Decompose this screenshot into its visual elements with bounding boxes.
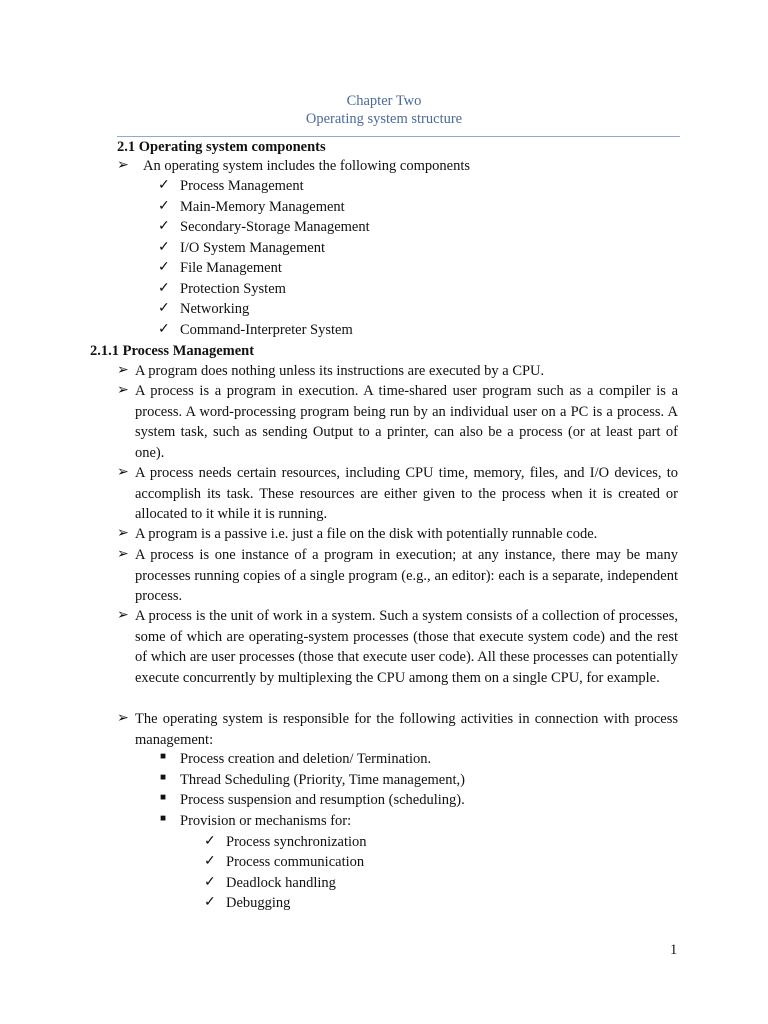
square-bullet-icon: ■ bbox=[160, 751, 167, 762]
component-item: I/O System Management bbox=[180, 240, 325, 256]
section-2-1-title: 2.1 Operating system components bbox=[117, 139, 326, 155]
square-bullet-icon: ■ bbox=[160, 772, 167, 783]
chapter-subtitle: Operating system structure bbox=[305, 111, 463, 127]
process-bullet: The operating system is responsible for the following activities in connection with process management: bbox=[135, 711, 678, 748]
check-bullet-icon: ✓ bbox=[204, 834, 216, 849]
arrow-bullet-icon: ➢ bbox=[117, 363, 129, 378]
check-bullet-icon: ✓ bbox=[158, 219, 170, 234]
component-item: Command-Interpreter System bbox=[180, 322, 353, 338]
check-bullet-icon: ✓ bbox=[158, 260, 170, 275]
component-item: Secondary-Storage Management bbox=[180, 219, 370, 235]
activity-item: Provision or mechanisms for: bbox=[180, 813, 352, 829]
arrow-bullet-icon: ➢ bbox=[117, 608, 129, 623]
component-item: Networking bbox=[180, 301, 250, 317]
arrow-bullet-icon: ➢ bbox=[117, 383, 129, 398]
components-intro: An operating system includes the following components bbox=[143, 158, 471, 174]
component-item: Protection System bbox=[180, 281, 286, 297]
square-bullet-icon: ■ bbox=[160, 792, 167, 803]
check-bullet-icon: ✓ bbox=[204, 895, 216, 910]
chapter-header bbox=[0, 92, 768, 128]
check-bullet-icon: ✓ bbox=[158, 199, 170, 214]
component-item: Process Management bbox=[180, 178, 304, 194]
process-bullet: A program does nothing unless its instructions are executed by a CPU. bbox=[135, 363, 545, 379]
mechanism-item: Debugging bbox=[226, 895, 291, 911]
mechanism-item: Process communication bbox=[226, 854, 365, 870]
activity-item: Thread Scheduling (Priority, Time management,) bbox=[180, 772, 465, 788]
check-bullet-icon: ✓ bbox=[204, 854, 216, 869]
component-item: Main-Memory Management bbox=[180, 199, 345, 215]
component-item: File Management bbox=[180, 260, 282, 276]
activity-item: Process suspension and resumption (scheduling). bbox=[180, 792, 465, 808]
arrow-bullet-icon: ➢ bbox=[117, 547, 129, 562]
check-bullet-icon: ✓ bbox=[204, 875, 216, 890]
process-bullet: A process is a program in execution. A time-shared user program such as a compiler is a process. A word-processing program being run by an individual user on a PC is a process. A system task, such as sending Output to a printer, can also be a process (or at least part of one). bbox=[135, 383, 678, 461]
check-bullet-icon: ✓ bbox=[158, 178, 170, 193]
process-bullet: A process needs certain resources, including CPU time, memory, files, and I/O devices, to accomplish its task. These resources are either given to the process when it is created or allocated to it while it is running. bbox=[135, 465, 678, 523]
page-number: 1 bbox=[670, 942, 678, 958]
process-bullet: A program is a passive i.e. just a file on the disk with potentially runnable code. bbox=[135, 526, 598, 542]
check-bullet-icon: ✓ bbox=[158, 240, 170, 255]
process-bullet: A process is one instance of a program in execution; at any instance, there may be many processes running copies of a single program (e.g., an editor): each is a separate, independent process. bbox=[135, 547, 678, 605]
arrow-bullet-icon: ➢ bbox=[117, 465, 129, 480]
process-bullet: A process is the unit of work in a system. Such a system consists of a collection of processes, some of which are operating-system processes (those that execute system code) and the rest of which are user processes (those that execute user code). All these processes can potentially execute concurrently by multiplexing the CPU among them on a single CPU, for example. bbox=[135, 608, 678, 686]
mechanism-item: Deadlock handling bbox=[226, 875, 336, 891]
section-2-1-1-title: 2.1.1 Process Management bbox=[90, 343, 255, 359]
check-bullet-icon: ✓ bbox=[158, 281, 170, 296]
square-bullet-icon: ■ bbox=[160, 813, 167, 824]
arrow-bullet-icon: ➢ bbox=[117, 158, 129, 173]
check-bullet-icon: ✓ bbox=[158, 301, 170, 316]
mechanism-item: Process synchronization bbox=[226, 834, 367, 850]
activity-item: Process creation and deletion/ Termination. bbox=[180, 751, 432, 767]
check-bullet-icon: ✓ bbox=[158, 322, 170, 337]
arrow-bullet-icon: ➢ bbox=[117, 526, 129, 541]
arrow-bullet-icon: ➢ bbox=[117, 711, 129, 726]
chapter-title: Chapter Two bbox=[346, 93, 422, 109]
